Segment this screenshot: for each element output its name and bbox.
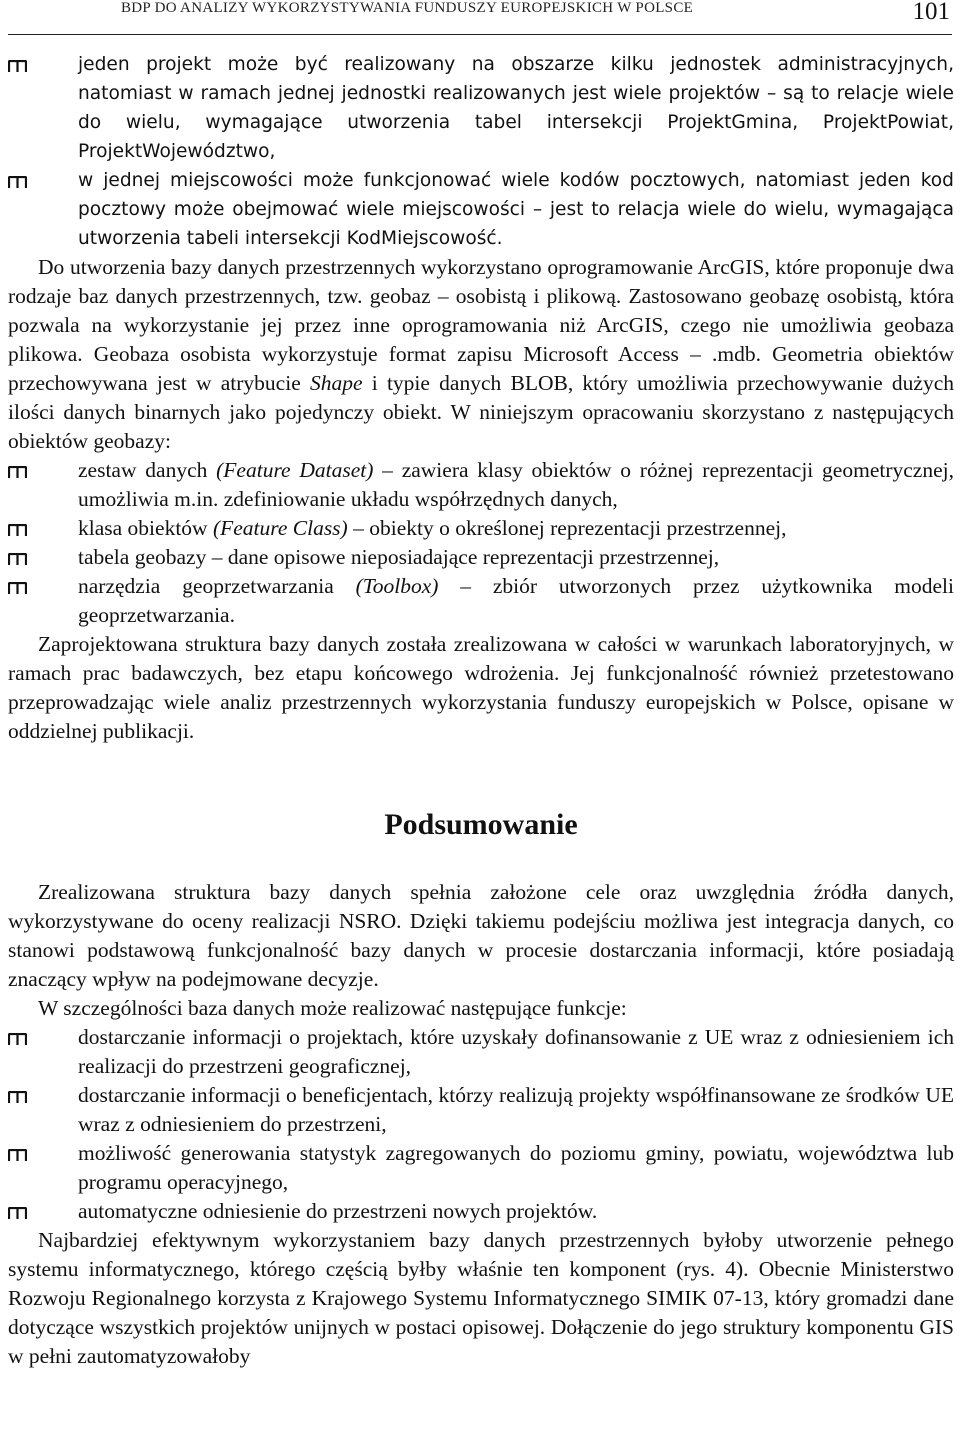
running-title: BDP DO ANALIZY WYKORZYSTYWANIA FUNDUSZY EUROPEJSKICH W POLSCE [121, 0, 694, 16]
bullet-icon [8, 1207, 27, 1220]
bullet-icon [8, 524, 27, 537]
page-number: 101 [912, 0, 950, 25]
running-header [8, 0, 952, 35]
page-body [8, 50, 954, 1371]
bullet-text-part: klasa obiektów [78, 516, 213, 540]
bullet-text [78, 572, 954, 630]
bullet-text: w jednej miejscowości może funkcjonować wiele kodów pocztowych, natomiast jeden kod pocztowy może obejmować wiele miejscowości – jest to relacja wiele do wielu, wymagająca utworzenia tabeli intersekcji KodMiejscowość. [78, 170, 954, 249]
list-item [8, 1081, 954, 1139]
bullet-icon [8, 466, 27, 479]
italic-term: (Feature Dataset) [216, 458, 374, 482]
bullet-text: dostarczanie informacji o beneficjentach, którzy realizują projekty współfinansowane ze środków UE wraz z odniesieniem do przestrzeni, [78, 1083, 954, 1136]
bullet-text [78, 456, 954, 514]
paragraph-text: Do utworzenia bazy danych przestrzennych wykorzystano oprogramowanie ArcGIS, które proponuje dwa rodzaje baz danych przestrzennych, tzw. geobaz – osobistą i plikową. Zastosowano geobazę osobistą, która pozwala na wykorzystanie jej przez inne oprogramowania niż ArcGIS, czego nie umożliwia geobaza plikowa. Geobaza osobista wykorzystuje format zapisu Microsoft Access – .mdb. Geometria obiektów przechowywana jest w atrybucie [8, 255, 954, 395]
paragraph-structure: Zaprojektowana struktura bazy danych została zrealizowana w całości w warunkach laboratoryjnych, w ramach prac badawczych, bez etapu końcowego wdrożenia. Jej funkcjonalność również przetestowano przeprowadzając wiele analiz przestrzennych wykorzystania funduszy europejskich w Polsce, opisane w oddzielnej publikacji. [8, 632, 954, 743]
bullet-text: możliwość generowania statystyk zagregowanych do poziomu gminy, powiatu, województwa lub programu operacyjnego, [78, 1141, 954, 1194]
bullet-text: dostarczanie informacji o projektach, które uzyskały dofinansowanie z UE wraz z odniesieniem ich realizacji do przestrzeni geograficznej, [78, 1025, 954, 1078]
bullet-icon [8, 1149, 27, 1162]
section-heading: Podsumowanie [384, 808, 578, 841]
list-item [8, 166, 954, 253]
bullet-text-part: tabela geobazy – dane opisowe nieposiadające reprezentacji przestrzennej, [78, 545, 720, 569]
bullet-icon [8, 176, 27, 189]
bullet-text-part: narzędzia geoprzetwarzania [78, 574, 356, 598]
bullet-text-part: – obiekty o określonej reprezentacji przestrzennej, [347, 516, 787, 540]
bullet-icon [8, 1091, 27, 1104]
list-item [8, 543, 954, 572]
italic-term: Shape [309, 371, 363, 395]
list-item [8, 1197, 954, 1226]
bullet-text: jeden projekt może być realizowany na obszarze kilku jednostek administracyjnych, natomiast w ramach jednej jednostki realizowanych jest wiele projektów – są to relacje wiele do wielu, wymagające utworzenia tabel intersekcji ProjektGmina, ProjektPowiat, ProjektWojewództwo, [78, 54, 954, 162]
list-item [8, 456, 954, 514]
bullet-icon [8, 60, 27, 73]
paragraph-text: i typie danych BLOB, który umożliwia przechowywanie dużych ilości danych binarnych jako pojedynczy obiekt. W niniejszym opracowaniu skorzystano z następujących obiektów geobazy: [8, 371, 954, 453]
italic-term: (Toolbox) [355, 574, 439, 598]
list-item [8, 1023, 954, 1081]
bullet-text: automatyczne odniesienie do przestrzeni nowych projektów. [78, 1199, 598, 1223]
list-item [8, 1139, 954, 1197]
bullet-text [78, 514, 954, 543]
bullet-icon [8, 1033, 27, 1046]
list-item [8, 514, 954, 543]
bullet-text-part: zestaw danych [78, 458, 217, 482]
bullet-text-part: – zbiór utworzonych przez użytkownika modeli geoprzetwarzania. [78, 574, 954, 627]
functions-intro: W szczególności baza danych może realizować następujące funkcje: [38, 996, 627, 1020]
paragraph-arcgis [8, 253, 954, 456]
italic-term: (Feature Class) [212, 516, 348, 540]
bullet-icon [8, 582, 27, 595]
bullet-text-part: – zawiera klasy obiektów o różnej reprezentacji geometrycznej, umożliwia m.in. zdefiniowanie układu współrzędnych danych, [78, 458, 954, 511]
bullet-icon [8, 553, 27, 566]
list-item [8, 572, 954, 630]
list-item [8, 50, 954, 166]
closing-paragraph: Najbardziej efektywnym wykorzystaniem bazy danych przestrzennych byłoby utworzenie pełnego systemu informatycznego, którego częścią byłby właśnie ten komponent (rys. 4). Obecnie Ministerstwo Rozwoju Regionalnego korzysta z Krajowego Systemu Informatycznego SIMIK 07-13, który gromadzi dane dotyczące wszystkich projektów unijnych w postaci opisowej. Dołączenie do jego struktury komponentu GIS w pełni zautomatyzowałoby [8, 1228, 954, 1368]
bullet-text [78, 543, 954, 572]
summary-paragraph: Zrealizowana struktura bazy danych spełnia założone cele oraz uwzględnia źródła danych, wykorzystywane do oceny realizacji NSRO. Dzięki takiemu podejściu możliwa jest integracja danych, co stanowi podstawową funkcjonalność bazy danych w procesie dostarczania informacji, które posiadają znaczący wpływ na podejmowane decyzje. [8, 880, 954, 991]
